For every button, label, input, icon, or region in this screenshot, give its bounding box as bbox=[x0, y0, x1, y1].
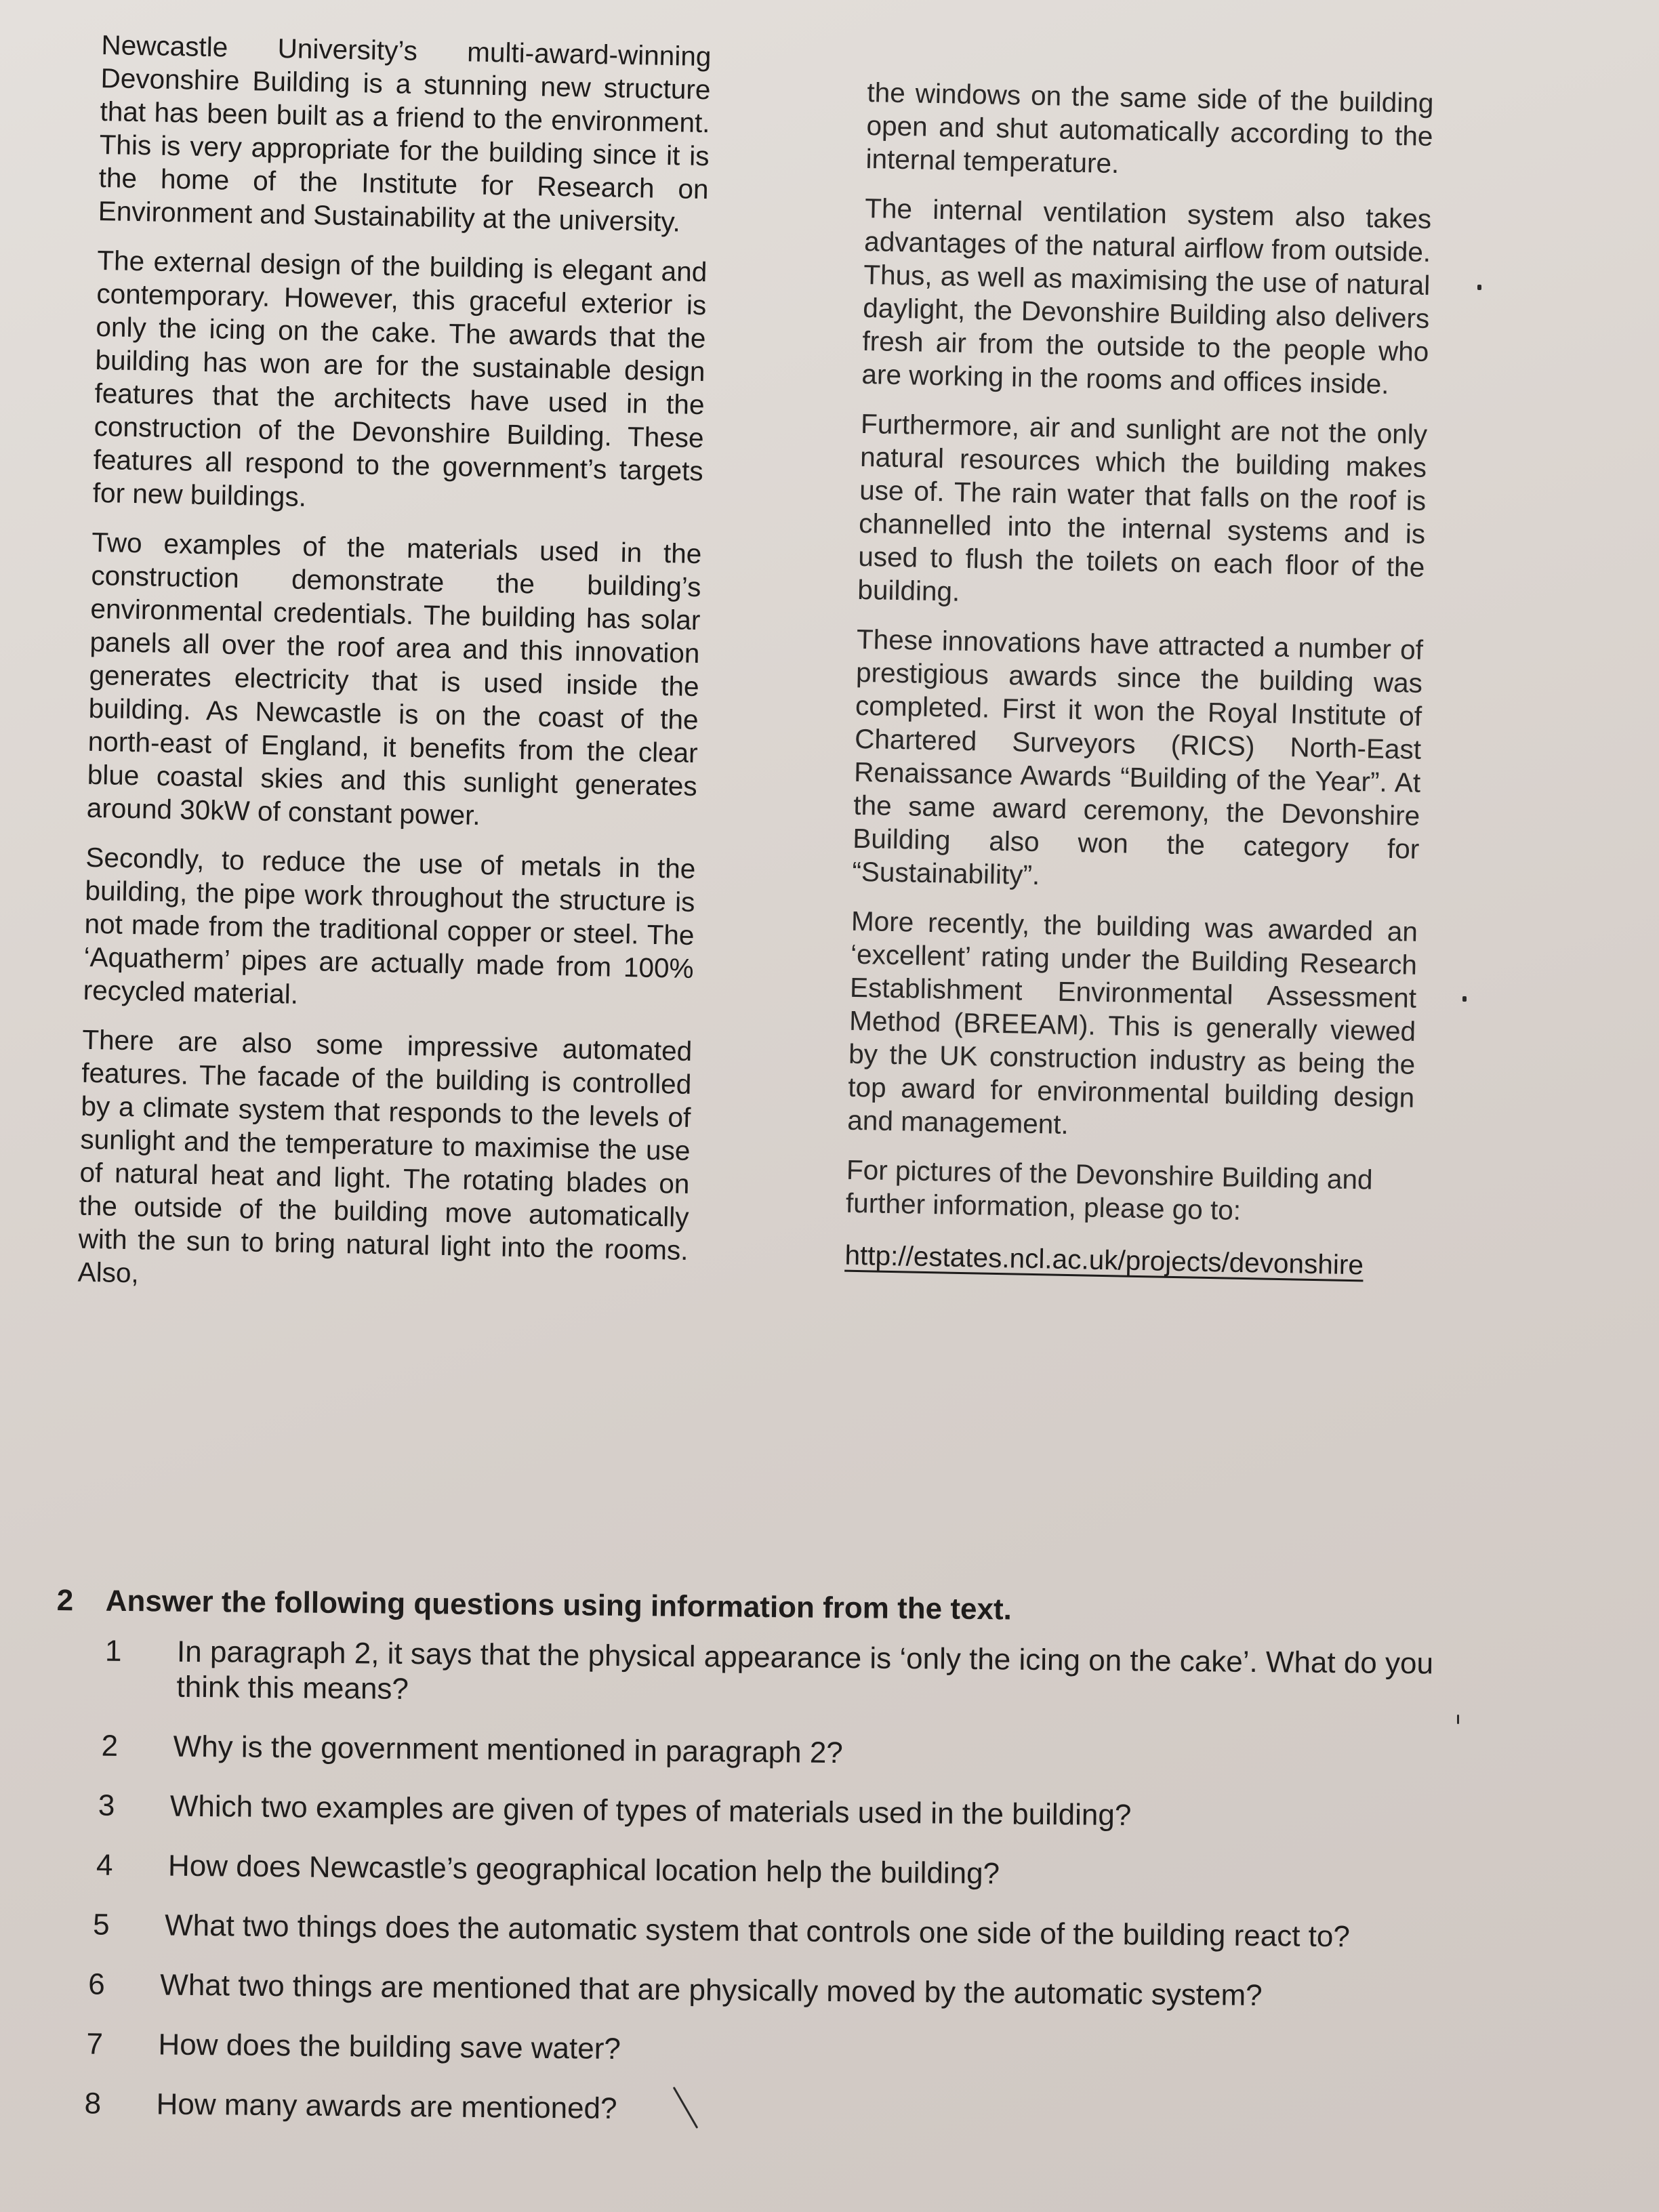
question-number: 7 bbox=[86, 2027, 104, 2061]
question-number: 8 bbox=[84, 2087, 102, 2121]
article-left-column bbox=[77, 28, 712, 1317]
article-paragraph: Two examples of the materials used in the construction demonstrate the building’s environmental credentials. The building has solar panels all over the roof area and this innovation generates electricity that is used inside the building. As Newcastle is on the coast of the north-east of England, it benefits from the clear blue coastal skies and this sunlight generates around 30kW of constant power. bbox=[86, 526, 702, 831]
article-right-column bbox=[844, 76, 1434, 1283]
pen-mark bbox=[1462, 996, 1467, 1002]
question-number: 5 bbox=[92, 1908, 110, 1942]
question-number: 1 bbox=[104, 1634, 122, 1668]
article-paragraph: the windows on the same side of the building open and shut automatically according to the internal temperature. bbox=[865, 76, 1434, 180]
devonshire-project-link[interactable]: http://estates.ncl.ac.uk/projects/devonshire bbox=[844, 1239, 1364, 1281]
question-text: How does Newcastle’s geographical location help the building? bbox=[167, 1849, 1000, 1891]
pen-mark bbox=[1457, 1715, 1459, 1724]
article-paragraph: The external design of the building is elegant and contemporary. However, this graceful exterior is only the icing on the cake. The awards that the building has won are for the sustainable design features that the architects have used in the construction of the Devonshire Building. These features all respond to the government’s targets for new buildings. bbox=[92, 244, 708, 512]
question-number: 3 bbox=[98, 1788, 115, 1822]
pen-mark bbox=[1477, 285, 1481, 290]
article-paragraph: Newcastle University’s multi-award-winning Devonshire Building is a stunning new structure that has been built as a friend to the environment. This is very appropriate for the building since it is the home of the Institute for Research on Environment and Sustainability at the university. bbox=[98, 28, 712, 238]
article-paragraph: These innovations have attracted a number of prestigious awards since the building was completed. First it won the Royal Institute of Chartered Surveyors (RICS) North-East Renaissance Awards “Building of the Year”. At the same award ceremony, the Devonshire Building also won the category for “Sustainability”. bbox=[852, 623, 1424, 891]
question-item bbox=[35, 2086, 1461, 2135]
question-item bbox=[37, 2026, 1462, 2075]
question-item bbox=[56, 1633, 1466, 1717]
question-text: Which two examples are given of types of materials used in the building? bbox=[169, 1789, 1132, 1832]
question-text: Why is the government mentioned in paragraph 2? bbox=[173, 1729, 844, 1770]
questions-section bbox=[52, 1583, 1467, 2159]
question-number: 2 bbox=[101, 1729, 119, 1763]
question-text: How many awards are mentioned? bbox=[156, 2087, 617, 2125]
question-item bbox=[44, 1907, 1463, 1956]
question-text: What two things does the automatic system that controls one side of the building react to? bbox=[164, 1908, 1351, 1954]
question-item bbox=[49, 1788, 1465, 1837]
article-paragraph: Secondly, to reduce the use of metals in the building, the pipe work throughout the structure is not made from the traditional copper or steel. The ‘Aquatherm’ pipes are actually made from 100% recycled material. bbox=[83, 841, 696, 1010]
article-paragraph: There are also some impressive automated features. The facade of the building is controlled by a climate system that responds to the levels of sunlight and the temperature to maximise the use of natural heat and light. The rotating blades on the outside of the building move automatically with the sun to bring natural light into the rooms. Also, bbox=[77, 1023, 693, 1289]
question-list bbox=[52, 1633, 1466, 2135]
question-number: 6 bbox=[88, 1967, 106, 2001]
question-text: In paragraph 2, it says that the physical appearance is ‘only the icing on the cake’. What do you think this means? bbox=[176, 1635, 1434, 1706]
exercise-instruction: Answer the following questions using information from the text. bbox=[105, 1584, 1012, 1626]
article-paragraph: The internal ventilation system also takes advantages of the natural airflow from outside. Thus, as well as maximising the use of natural daylight, the Devonshire Building also delivers fresh air from the outside to the people who are working in the rooms and offices inside. bbox=[861, 192, 1432, 400]
article-paragraph: More recently, the building was awarded an ‘excellent’ rating under the Building Research Establishment Environmental Assessment Method (BREEAM). This is generally viewed by the UK construction industry as being the top award for environmental building design and management. bbox=[846, 905, 1418, 1140]
article-paragraph: For pictures of the Devonshire Building and further information, please go to: bbox=[845, 1153, 1374, 1226]
question-item bbox=[39, 1967, 1462, 2015]
question-text: What two things are mentioned that are physically moved by the automatic system? bbox=[160, 1968, 1263, 2013]
exercise-heading bbox=[57, 1583, 1467, 1632]
question-number: 4 bbox=[96, 1848, 113, 1882]
article-paragraph: Furthermore, air and sunlight are not the only natural resources which the building makes use of. The rain water that falls on the roof is channelled into the internal systems and is used to flush the toilets on each floor of the building. bbox=[857, 407, 1428, 607]
question-text: How does the building save water? bbox=[158, 2028, 621, 2066]
question-item bbox=[47, 1847, 1464, 1896]
question-item bbox=[52, 1728, 1465, 1777]
exercise-number: 2 bbox=[56, 1584, 74, 1618]
